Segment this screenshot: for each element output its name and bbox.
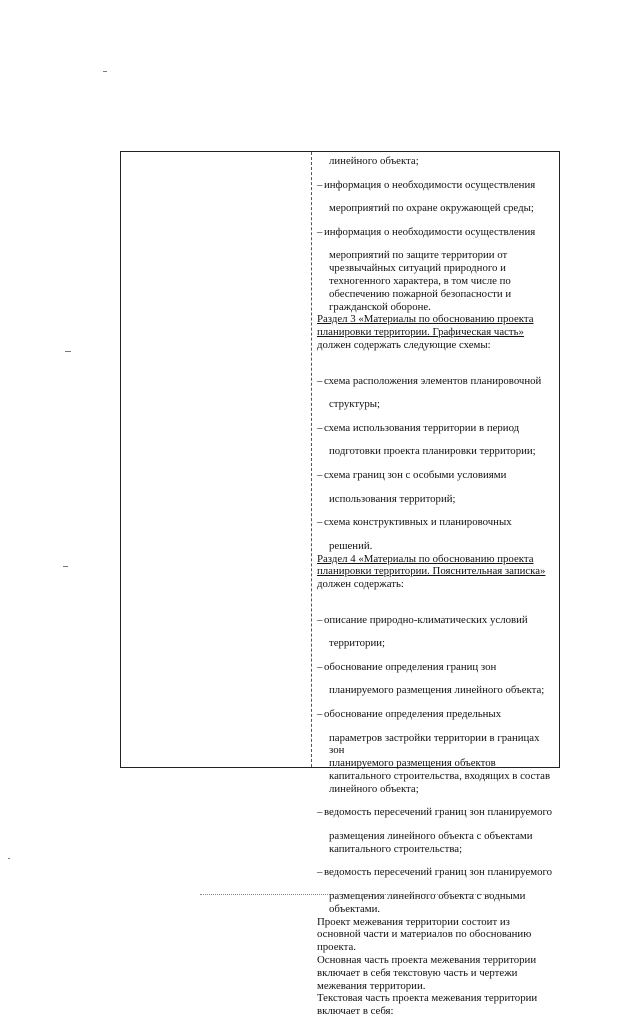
text-line: чрезвычайных ситуаций природного и — [329, 262, 506, 275]
text-line: подготовки проекта планировки территории; — [329, 445, 536, 458]
text-line: основной части и материалов по обоснованию — [317, 928, 532, 941]
text-line: гражданской обороне. — [329, 300, 431, 313]
dash-marker: – — [317, 866, 323, 879]
dash-marker: – — [317, 225, 323, 238]
bullet-text: информация о необходимости осуществления — [324, 178, 536, 191]
scan-mark — [63, 566, 68, 567]
bullet-item — [314, 661, 555, 674]
text-line: объектами. — [329, 902, 381, 915]
text-line: обеспечению пожарной безопасности и — [329, 287, 512, 300]
bullet-item — [314, 422, 555, 435]
bullet-text: схема использования территории в период — [324, 421, 520, 434]
text-line: проекта. — [317, 941, 356, 954]
text-line: мероприятий по защите территории от — [329, 249, 508, 262]
text-line: должен содержать: — [317, 578, 404, 591]
text-line: решений. — [329, 539, 373, 552]
bullet-text: обоснование определения границ зон — [324, 660, 497, 673]
bullet-item — [314, 806, 555, 819]
dash-marker: – — [317, 374, 323, 387]
dash-marker: – — [317, 708, 323, 721]
text-line: линейного объекта; — [329, 155, 419, 167]
text-line: планируемого размещения линейного объекта; — [329, 684, 545, 697]
dash-marker: – — [317, 660, 323, 673]
text-line: Проект межевания территории состоит из — [317, 915, 510, 928]
dash-marker: – — [317, 178, 323, 191]
dash-marker: – — [317, 806, 323, 819]
bullet-text: ведомость пересечений границ зон планируемого — [324, 806, 553, 819]
scan-mark — [8, 858, 10, 859]
text-line: мероприятий по охране окружающей среды; — [329, 202, 534, 215]
section-3-title: планировки территории. Графическая часть» — [317, 326, 524, 339]
text-line: структуры; — [329, 398, 381, 411]
bullet-item — [314, 469, 555, 482]
bullet-text: схема конструктивных и планировочных — [324, 516, 512, 529]
text-line: должен содержать следующие схемы: — [317, 338, 491, 351]
dash-marker: – — [317, 421, 323, 434]
bullet-text: схема расположения элементов планировочной — [324, 374, 542, 387]
bullet-item — [314, 866, 555, 879]
right-column-text — [314, 155, 555, 1018]
text-line: капитального строительства, входящих в состав — [329, 770, 551, 783]
dash-marker: – — [317, 613, 323, 626]
scan-footer-noise — [200, 894, 490, 895]
bullet-text: описание природно-климатических условий — [324, 613, 528, 626]
text-line: параметров застройки территории в границах зон — [329, 731, 540, 757]
text-line: включает в себя текстовую часть и чертежи — [317, 966, 518, 979]
text-line: размещения линейного объекта с водными — [329, 890, 526, 903]
document-table — [120, 151, 560, 1018]
bullet-item — [314, 226, 555, 239]
left-column-empty — [121, 152, 312, 767]
dash-marker: – — [317, 516, 323, 529]
section-3-title: Раздел 3 «Материалы по обоснованию проекта — [317, 313, 534, 326]
bullet-item — [314, 375, 555, 388]
bullet-item — [314, 708, 555, 721]
section-4-title: Раздел 4 «Материалы по обоснованию проекта — [317, 552, 534, 565]
text-line: Текстовая часть проекта межевания территории — [317, 992, 538, 1005]
bullet-text: схема границ зон с особыми условиями — [324, 468, 507, 481]
text-line: капитального строительства; — [329, 842, 463, 855]
text-line: межевания территории. — [317, 979, 426, 992]
text-line: Основная часть проекта межевания территории — [317, 954, 537, 966]
section-4-title: планировки территории. Пояснительная записка» — [317, 565, 546, 578]
scan-mark — [65, 351, 71, 352]
bullet-item — [314, 516, 555, 529]
text-line: территории; — [329, 637, 386, 650]
text-line: использования территорий; — [329, 492, 456, 505]
text-line: включает в себя: — [317, 1005, 394, 1018]
bullet-text: информация о необходимости осуществления — [324, 225, 536, 238]
text-line: линейного объекта; — [329, 782, 419, 795]
bullet-item — [314, 179, 555, 192]
text-line: техногенного характера, в том числе по — [329, 274, 511, 287]
dash-marker: – — [317, 468, 323, 481]
bullet-item — [314, 614, 555, 627]
text-line: размещения линейного объекта с объектами — [329, 830, 533, 843]
text-line: планируемого размещения объектов — [329, 757, 496, 770]
scan-mark — [103, 71, 107, 72]
bullet-text: ведомость пересечений границ зон планируемого — [324, 866, 553, 879]
bullet-text: обоснование определения предельных — [324, 708, 502, 721]
